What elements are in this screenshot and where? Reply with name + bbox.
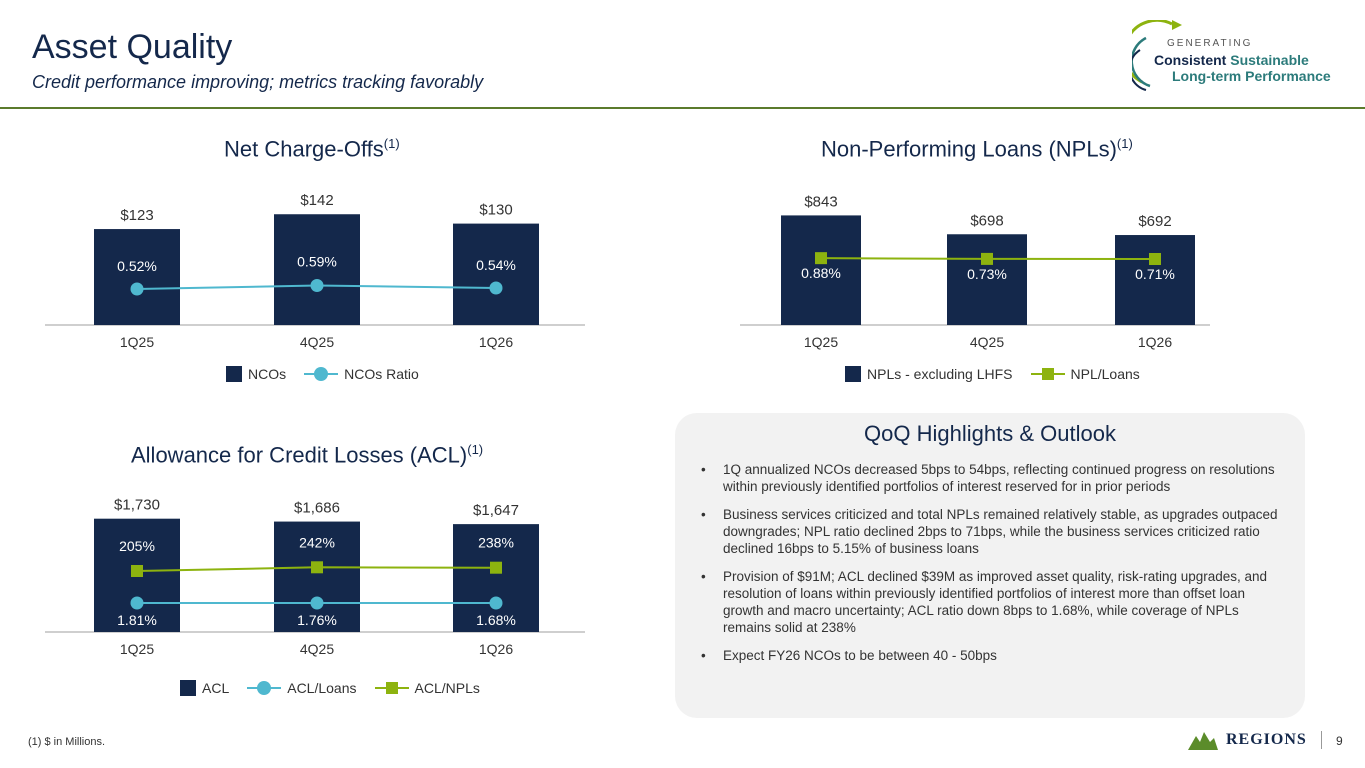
x-tick-label: 1Q26: [478, 641, 514, 657]
legend-label-acl-npls: ACL/NPLs: [414, 680, 480, 696]
bullet-icon: •: [701, 569, 706, 584]
legend-item-npls: [845, 366, 1013, 382]
legend-item-acl-loans: [247, 680, 356, 696]
highlights-title: QoQ Highlights & Outlook: [864, 421, 1116, 446]
page-number: 9: [1336, 734, 1343, 748]
header-rule: [0, 107, 1365, 109]
legend-label-acl-loans: ACL/Loans: [287, 680, 357, 696]
bar-value-label: $843: [804, 193, 838, 211]
data-label: 0.73%: [967, 265, 1007, 282]
data-label: 0.59%: [297, 253, 337, 270]
x-tick-label: 1Q25: [119, 641, 155, 657]
regions-wordmark: REGIONS: [1226, 731, 1307, 748]
square-marker: [981, 253, 993, 265]
data-label: 1.76%: [297, 612, 337, 628]
slogan-sustainable: Sustainable: [1230, 52, 1309, 68]
footnote: (1) $ in Millions.: [28, 736, 106, 748]
regions-triangle-icon: [1188, 730, 1218, 750]
x-tick-label: 1Q25: [803, 334, 839, 350]
bar-value-label: $1,730: [114, 496, 160, 514]
x-tick-label: 4Q25: [299, 641, 335, 657]
square-marker: [1149, 253, 1161, 265]
data-label: 238%: [478, 534, 514, 551]
highlight-text: Expect FY26 NCOs to be between 40 - 50bps: [723, 648, 997, 663]
x-tick-label: 1Q26: [1137, 334, 1173, 350]
circle-marker: [131, 597, 144, 610]
slogan-long-term: Long-term Performance: [1172, 68, 1331, 84]
circle-marker: [490, 282, 503, 295]
nco-title-text: Net Charge-Offs: [224, 136, 384, 162]
circle-marker: [131, 283, 144, 296]
square-marker: [815, 252, 827, 264]
slogan-consistent: Consistent: [1154, 52, 1227, 68]
legend-label-ncos: NCOs: [248, 366, 287, 382]
highlight-text: Business services criticized and total NPLs remained relatively stable, as upgrades outpaced downgrades; NPL ratio declined 2bps to 71bps, while the business services criticized ratio declined 16bps to 5.15% of business loans: [723, 507, 1278, 556]
legend-item-acl-npls: [375, 680, 480, 696]
legend-item-npl-loans: [1031, 366, 1140, 382]
bar-1Q25: [94, 229, 180, 325]
npl-title-sup: (1): [1116, 136, 1133, 151]
data-label: 205%: [119, 538, 155, 554]
bar-value-label: $1,647: [473, 502, 519, 520]
legend-item-ncos: [226, 366, 286, 382]
page-subtitle: Credit performance improving; metrics tracking favorably: [32, 72, 484, 92]
legend-item-acl: [180, 680, 229, 696]
bar-value-label: $142: [300, 192, 334, 210]
footer-separator: [1321, 731, 1322, 749]
legend-line-circle-swatch: [247, 680, 281, 696]
bar-value-label: $698: [970, 212, 1004, 230]
data-label: 1.81%: [117, 612, 157, 628]
acl-title-text: Allowance for Credit Losses (ACL): [131, 442, 468, 468]
square-marker: [311, 561, 323, 573]
legend-label-npls: NPLs - excluding LHFS: [867, 366, 1013, 382]
slogan-logo: [1132, 20, 1347, 100]
legend-line-square-swatch: [375, 680, 409, 696]
highlight-item: [695, 568, 1285, 636]
npl-chart-title: [821, 136, 1133, 162]
npl-legend: [845, 366, 1150, 382]
nco-chart-title: [224, 136, 400, 162]
data-label: 0.54%: [476, 257, 516, 273]
nco-title-sup: (1): [383, 136, 400, 151]
legend-line-square-swatch: [1031, 366, 1065, 382]
highlight-item: [695, 506, 1285, 557]
legend-bar-swatch: [226, 366, 242, 382]
circle-marker: [311, 597, 324, 610]
bullet-icon: •: [701, 507, 706, 522]
bar-value-label: $1,686: [294, 499, 340, 517]
data-label: 242%: [299, 534, 335, 551]
highlight-text: Provision of $91M; ACL declined $39M as improved asset quality, risk-rating upgrades, and resolution of loans within previously identified portfolios of interest more than offset loan growth and macro uncertainty; ACL ratio down 8bps to 1.68%, while coverage of NPLs remains solid at 238%: [723, 569, 1268, 635]
slogan-generating: GENERATING: [1167, 38, 1253, 49]
x-tick-label: 1Q25: [119, 334, 155, 350]
data-label: 0.88%: [801, 265, 841, 282]
x-tick-label: 4Q25: [299, 334, 335, 350]
circle-marker: [490, 597, 503, 610]
highlight-text: 1Q annualized NCOs decreased 5bps to 54bps, reflecting continued progress on resolutions within previously identified portfolios of interest reserved for in prior periods: [723, 462, 1275, 494]
highlight-item: [695, 647, 1285, 664]
bullet-icon: •: [701, 648, 706, 663]
regions-logo: [1188, 728, 1322, 752]
data-label: 0.52%: [117, 258, 157, 274]
data-label: 1.68%: [476, 612, 516, 628]
x-tick-label: 1Q26: [478, 334, 514, 350]
bar-value-label: $123: [120, 207, 154, 225]
bar-4Q25: [274, 214, 360, 325]
legend-label-npl-loans: NPL/Loans: [1070, 366, 1140, 382]
acl-legend: [180, 680, 490, 696]
legend-item-ncos-ratio: [304, 366, 419, 382]
nco-chart: [40, 165, 590, 360]
acl-chart-title: [131, 442, 483, 468]
x-tick-label: 4Q25: [969, 334, 1005, 350]
npl-title-text: Non-Performing Loans (NPLs): [821, 136, 1117, 162]
highlight-item: [695, 461, 1285, 495]
legend-bar-swatch: [180, 680, 196, 696]
legend-bar-swatch: [845, 366, 861, 382]
highlights-list: [695, 461, 1285, 675]
square-marker: [131, 565, 143, 577]
legend-label-ncos-ratio: NCOs Ratio: [344, 366, 419, 382]
bar-value-label: $130: [479, 201, 513, 219]
circle-marker: [311, 279, 324, 292]
bullet-icon: •: [701, 462, 706, 477]
data-label: 0.71%: [1135, 266, 1175, 282]
bar-1Q26: [453, 224, 539, 325]
nco-legend: [226, 366, 429, 382]
acl-chart: [40, 480, 590, 665]
npl-chart: [735, 165, 1220, 360]
acl-title-sup: (1): [467, 442, 484, 457]
page-title: Asset Quality: [32, 28, 233, 66]
legend-line-circle-swatch: [304, 366, 338, 382]
bar-value-label: $692: [1138, 213, 1172, 231]
square-marker: [490, 562, 502, 574]
legend-label-acl: ACL: [202, 680, 230, 696]
highlights-panel: [675, 413, 1305, 718]
